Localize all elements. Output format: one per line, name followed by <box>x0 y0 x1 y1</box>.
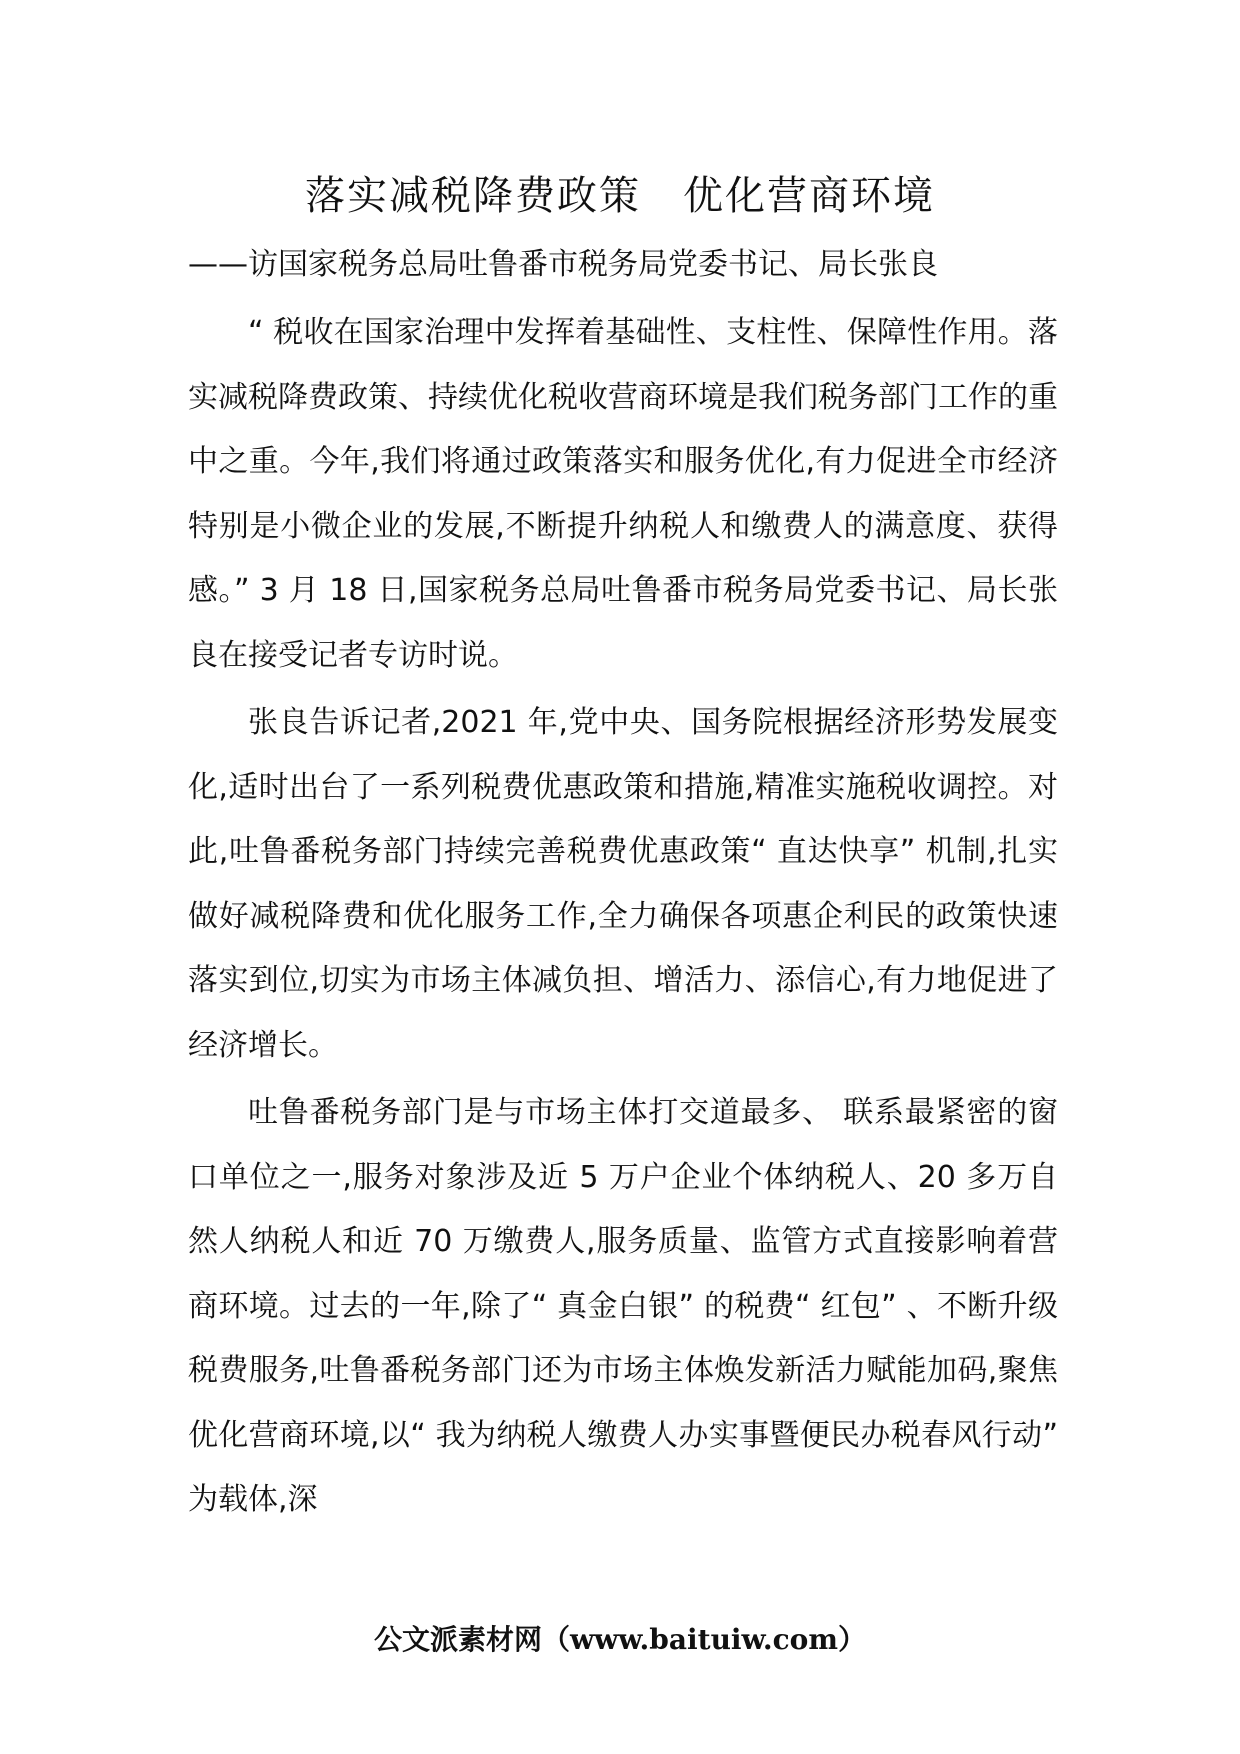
article-subtitle: ——访国家税务总局吐鲁番市税务局党委书记、局长张良 <box>188 247 938 282</box>
paragraph: 张良告诉记者,2021 年,党中央、国务院根据经济形势发展变化,适时出台了一系列税费优惠政策和措施,精准实施税收调控。对此,吐鲁番税务部门持续完善税费优惠政策“ 直达快享” 机制,扎实做好减税降费和优化服务工作,全力确保各项惠企利民的政策快速落实到位,切实为市场主体减负担、增活力、添信心,有力地促进了经济增长。 <box>188 705 1058 1063</box>
article-title: 落实减税降费政策 优化营商环境 <box>305 173 935 219</box>
paragraph: “ 税收在国家治理中发挥着基础性、支柱性、保障性作用。落实减税降费政策、持续优化税收营商环境是我们税务部门工作的重中之重。今年,我们将通过政策落实和服务优化,有力促进全市经济特别是小微企业的发展,不断提升纳税人和缴费人的满意度、获得感。” 3 月 18 日,国家税务总局吐鲁番市税务局党委书记、局长张良在接受记者专访时说。 <box>188 315 1058 673</box>
watermark-footer: 公文派素材网（www.baituiw.com） <box>374 1623 866 1656</box>
paragraph: 吐鲁番税务部门是与市场主体打交道最多、 联系最紧密的窗口单位之一,服务对象涉及近 5 万户企业个体纳税人、20 多万自然人纳税人和近 70 万缴费人,服务质量、监管方式直接影响着营商环境。过去的一年,除了“ 真金白银” 的税费“ 红包” 、不断升级税费服务,吐鲁番税务部门还为市场主体焕发新活力赋能加码,聚焦优化营商环境,以“ 我为纳税人缴费人办实事暨便民办税春风行动” 为载体,深 <box>188 1095 1058 1517</box>
article-body <box>188 301 1058 1533</box>
